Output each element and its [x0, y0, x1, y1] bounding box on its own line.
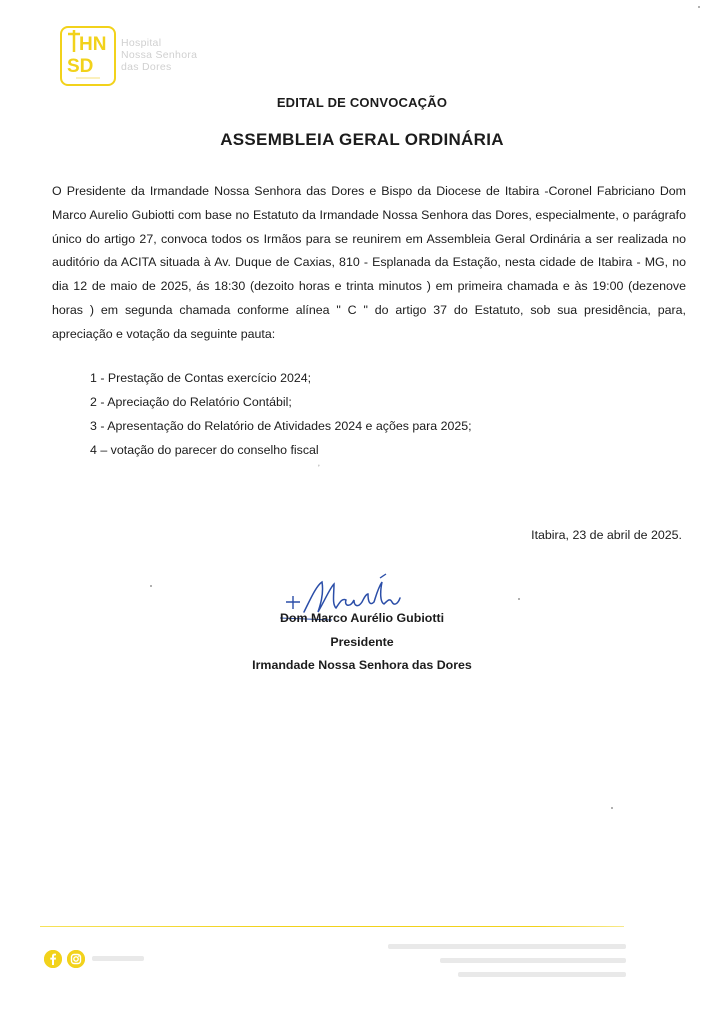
document-title: EDITAL DE CONVOCAÇÃO [276, 95, 448, 110]
hospital-logo [60, 26, 116, 86]
scan-speck [611, 807, 613, 809]
scan-speck [150, 585, 152, 587]
document-subtitle: ASSEMBLEIA GERAL ORDINÁRIA [220, 130, 504, 149]
scan-speck [698, 6, 700, 8]
instagram-icon[interactable] [67, 950, 85, 968]
footer-faint-text [440, 958, 626, 963]
footer-divider [40, 926, 624, 927]
agenda-item: 2 - Apreciação do Relatório Contábil; [90, 395, 292, 409]
hnsd-logo-icon [62, 28, 114, 84]
logo-line-2: Nossa Senhora [121, 49, 198, 61]
agenda-item: 4 – votação do parecer do conselho fiscal [90, 443, 319, 457]
agenda-item: 1 - Prestação de Contas exercício 2024; [90, 371, 312, 385]
agenda-list [90, 366, 650, 462]
agenda-item: 3 - Apresentação do Relatório de Atividades 2024 e ações para 2025; [90, 419, 472, 433]
signatory-organization: Irmandade Nossa Senhora das Dores [252, 658, 472, 672]
logo-line-3: das Dores [121, 61, 172, 73]
signatory-role: Presidente [330, 635, 394, 649]
footer-faint-text [388, 944, 626, 949]
body-paragraph: O Presidente da Irmandade Nossa Senhora das Dores e Bispo da Diocese de Itabira -Coronel Fabriciano Dom Marco Aurelio Gubiotti com base no Estatuto da Irmandade Nossa Senhora das Dores, especialmente, o parágrafo único do artigo 27, convoca todos os Irmãos para se reunirem em Assembleia Geral Ordinária a ser realizada no auditório da ACITA situada à Av. Duque de Caxias, 810 - Esplanada da Estação, nesta cidade de Itabira - MG, no dia 12 de maio de 2025, ás 18:30 (dezoito horas e trinta minutos ) em primeira chamada e às 19:00 (dezenove horas ) em segunda chamada conforme alínea " C " do artigo 37 do Estatuto, sob sua presidência, para, apreciação e votação da seguinte pauta: [52, 184, 686, 341]
scan-mark: ʼ [318, 464, 320, 473]
logo-letters-bottom: SD [67, 56, 94, 77]
logo-wordmark [121, 37, 197, 73]
scan-speck [518, 598, 520, 600]
document-date: Itabira, 23 de abril de 2025. [531, 528, 682, 542]
logo-letters-top: HN [79, 34, 107, 55]
footer-faint-text [458, 972, 626, 977]
signatory-name: Dom Marco Aurélio Gubiotti [279, 611, 445, 625]
footer-faint-text [92, 956, 144, 961]
facebook-icon[interactable] [44, 950, 62, 968]
logo-line-1: Hospital [121, 37, 162, 49]
